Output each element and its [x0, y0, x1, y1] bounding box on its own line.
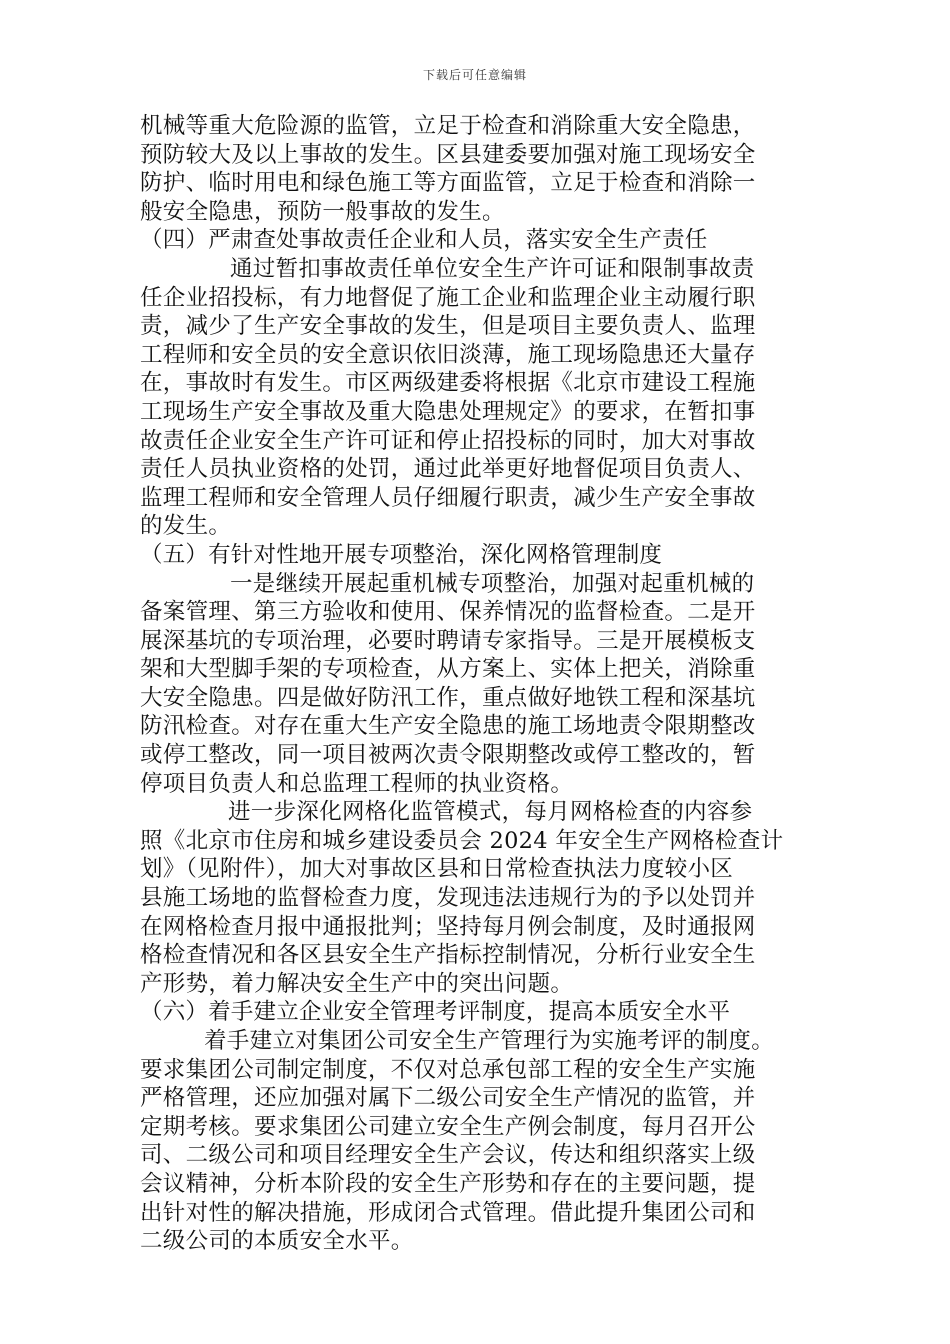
text-line: 出针对性的解决措施，形成闭合式管理。借此提升集团公司和 [140, 1199, 756, 1226]
text-line: 产形势，着力解决安全生产中的突出问题。 [140, 970, 574, 997]
text-line: 要求集团公司制定制度，不仅对总承包部工程的安全生产实施 [140, 1056, 756, 1083]
text-line: 般安全隐患，预防一般事故的发生。 [140, 198, 505, 225]
text-line: 架和大型脚手架的专项检查，从方案上、实体上把关，消除重 [140, 656, 756, 683]
text-line: 二级公司的本质安全水平。 [140, 1228, 414, 1255]
text-line: 在网格检查月报中通报批判；坚持每月例会制度，及时通报网 [140, 913, 756, 940]
text-line: 防护、临时用电和绿色施工等方面监管，立足于检查和消除一 [140, 170, 756, 197]
text-line: 县施工场地的监督检查力度，发现违法违规行为的予以处罚并 [140, 885, 756, 912]
text-line: 工程师和安全员的安全意识依旧淡薄，施工现场隐患还大量存 [140, 341, 756, 368]
text-line: 机械等重大危险源的监管，立足于检查和消除重大安全隐患， [140, 113, 756, 139]
text-line: 故责任企业安全生产许可证和停止招投标的同时，加大对事故 [140, 427, 756, 454]
text-line: 的发生。 [140, 513, 232, 540]
text-line: 工现场生产安全事故及重大隐患处理规定》的要求，在暂扣事 [140, 398, 756, 425]
body-text [140, 112, 820, 1256]
text-line: 定期考核。要求集团公司建立安全生产例会制度，每月召开公 [140, 1113, 756, 1140]
text-line: 备案管理、第三方验收和使用、保养情况的监督检查。二是开 [140, 599, 756, 626]
text-line: 责任人员执业资格的处罚，通过此举更好地督促项目负责人、 [140, 456, 756, 483]
text-line: 会议精神，分析本阶段的安全生产形势和存在的主要问题，提 [140, 1170, 756, 1197]
text-line: 一是继续开展起重机械专项整治，加强对起重机械的 [230, 570, 755, 597]
page-header: 下载后可任意编辑 [422, 68, 527, 82]
text-line: 划》（见附件），加大对事故区县和日常检查执法力度较小区 [140, 856, 734, 883]
section-heading: （四）严肃查处事故责任企业和人员，落实安全生产责任 [140, 227, 708, 254]
text-line: 格检查情况和各区县安全生产指标控制情况，分析行业安全生 [140, 942, 756, 969]
text-line: 预防较大及以上事故的发生。区县建委要加强对施工现场安全 [140, 141, 756, 168]
text-line: 监理工程师和安全管理人员仔细履行职责，减少生产安全事故 [140, 484, 756, 511]
text-line: 责，减少了生产安全事故的发生，但是项目主要负责人、监理 [140, 313, 756, 340]
text-line: 在，事故时有发生。市区两级建委将根据《北京市建设工程施 [140, 370, 756, 397]
text-line: 展深基坑的专项治理，必要时聘请专家指导。三是开展模板支 [140, 627, 756, 654]
text-line: 通过暂扣事故责任单位安全生产许可证和限制事故责 [230, 255, 755, 282]
text-line: 大安全隐患。四是做好防汛工作，重点做好地铁工程和深基坑 [140, 684, 756, 711]
text-line: 照《北京市住房和城乡建设委员会 2024 年安全生产网格检查计 [140, 827, 784, 854]
section-heading: （五）有针对性地开展专项整治，深化网格管理制度 [140, 541, 663, 568]
text-line: 着手建立对集团公司安全生产管理行为实施考评的制度。 [204, 1028, 775, 1054]
text-line: 司、二级公司和项目经理安全生产会议，传达和组织落实上级 [140, 1142, 756, 1169]
text-line: 进一步深化网格化监管模式，每月网格检查的内容参 [228, 799, 753, 826]
text-line: 严格管理，还应加强对属下二级公司安全生产情况的监管，并 [140, 1085, 756, 1112]
text-line: 防汛检查。对存在重大生产安全隐患的施工场地责令限期整改 [140, 713, 756, 740]
text-line: 任企业招投标，有力地督促了施工企业和监理企业主动履行职 [140, 284, 756, 311]
section-heading: （六）着手建立企业安全管理考评制度，提高本质安全水平 [140, 999, 731, 1026]
text-line: 停项目负责人和总监理工程师的执业资格。 [140, 770, 574, 797]
text-line: 或停工整改，同一项目被两次责令限期整改或停工整改的，暂 [140, 742, 756, 769]
